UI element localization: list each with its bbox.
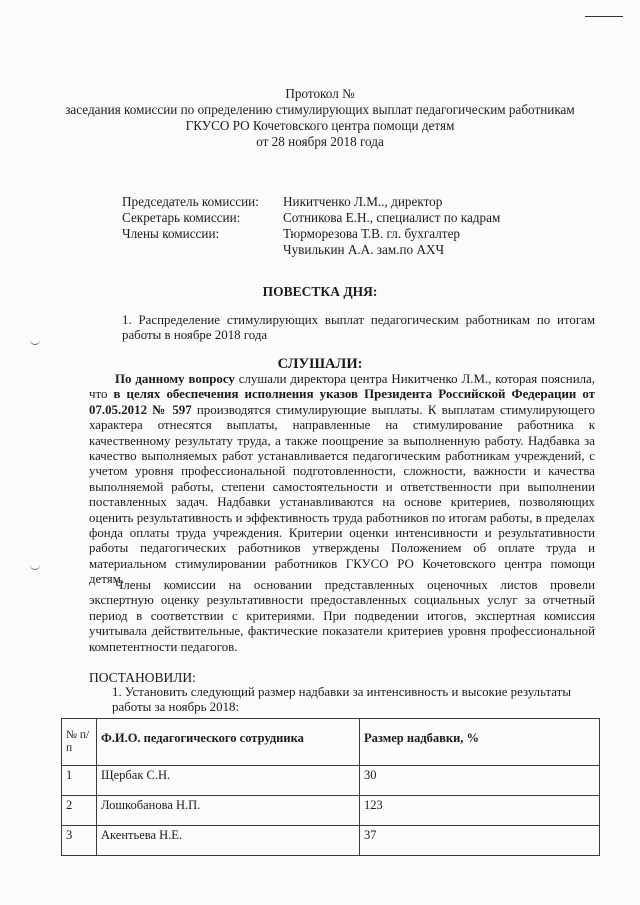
table-cell-num: 1	[62, 766, 97, 796]
heard-text: производятся стимулирующие выплаты. К выплатам стимулирующего характера отнесятся выплаты, направленные на стимулирование работника к качественному результату труда, а также поощрение за выполненную работу. Надбавка за качество выполняемых работ устанавливается педагогическим работникам учреждений, с учетом уровня профессиональной подготовленности, сложности, важности и качества выполняемой работы, степени самостоятельности и ответственности при выполнении поставленных задач. Надбавки устанавливаются на основе критериев, позволяющих оценить результативность и эффективность труда работников по итогам работы, в пределах фонда оплаты труда учреждения. Критерии оценки интенсивности и результативности работы педагогических работников утверждены Положением об оплате труда и материальном стимулировании работников ГКУСО РО Кочетовского центра помощи детям.	[89, 402, 595, 587]
table-header-size: Размер надбавки, %	[360, 719, 600, 766]
heard-paragraph-1	[89, 372, 595, 588]
resolved-heading: ПОСТАНОВИЛИ:	[89, 670, 196, 685]
commission-person: Сотникова Е.Н., специалист по кадрам	[283, 210, 501, 225]
table-cell-name: Акентьева Н.Е.	[97, 826, 360, 856]
commission-role: Секретарь комиссии:	[122, 210, 241, 225]
heard-text: слушали директора центра Никитченко Л.М., которая пояснила, что	[89, 372, 595, 402]
commission-person: Никитченко Л.М.., директор	[283, 194, 443, 209]
table-header-num: № п/п	[62, 719, 97, 766]
heard-lead: По данному вопросу	[115, 372, 235, 386]
heard-heading: СЛУШАЛИ:	[277, 356, 363, 372]
table-cell-name: Лошкобанова Н.П.	[97, 796, 360, 826]
table-row	[62, 826, 600, 856]
protocol-subtitle: заседания комиссии по определению стимулирующих выплат педагогическим работникам	[65, 102, 575, 117]
table-cell-size: 30	[360, 766, 600, 796]
protocol-date: от 28 ноября 2018 года	[256, 134, 384, 149]
table-header-row	[62, 719, 600, 766]
table-header-name: Ф.И.О. педагогического сотрудника	[97, 719, 360, 766]
margin-mark	[30, 563, 40, 570]
table-cell-num: 3	[62, 826, 97, 856]
resolved-item: 1. Установить следующий размер надбавки за интенсивность и высокие результаты работы за ноябрь 2018:	[112, 685, 571, 715]
table-cell-name: Щербак С.Н.	[97, 766, 360, 796]
commission-person: Тюрморезова Т.В. гл. бухгалтер	[283, 226, 461, 241]
table-cell-size: 123	[360, 796, 600, 826]
bonus-table	[61, 718, 600, 856]
document-header	[0, 86, 640, 150]
corner-stroke-mark	[585, 16, 623, 17]
protocol-title: Протокол №	[285, 86, 355, 101]
commission-role: Члены комиссии:	[122, 226, 220, 241]
margin-mark	[30, 338, 40, 345]
heard-paragraph-2: Члены комиссии на основании представленных оценочных листов провели экспертную оценку результативности предоставленных социальных услуг за отчетный период в соответствии с критериями. При подведении итогов, экспертная комиссия учитывала действительные, фактические показатели критериев уровня профессиональной компетентности педагогов.	[89, 578, 595, 654]
commission-person: Чувилькин А.А. зам.по АХЧ	[283, 242, 445, 257]
organization-name: ГКУСО РО Кочетовского центра помощи детям	[185, 118, 455, 133]
agenda-item: 1. Распределение стимулирующих выплат педагогическим работникам по итогам работы в ноябре 2018 года	[122, 313, 595, 343]
table-cell-size: 37	[360, 826, 600, 856]
table-row	[62, 796, 600, 826]
agenda-heading: ПОВЕСТКА ДНЯ:	[262, 284, 378, 299]
table-cell-num: 2	[62, 796, 97, 826]
commission-role: Председатель комиссии:	[122, 194, 259, 209]
table-row	[62, 766, 600, 796]
heard-decree-reference: в целях обеспечения исполнения указов Президента Российской Федерации от 07.05.2012 № 597	[89, 387, 596, 417]
